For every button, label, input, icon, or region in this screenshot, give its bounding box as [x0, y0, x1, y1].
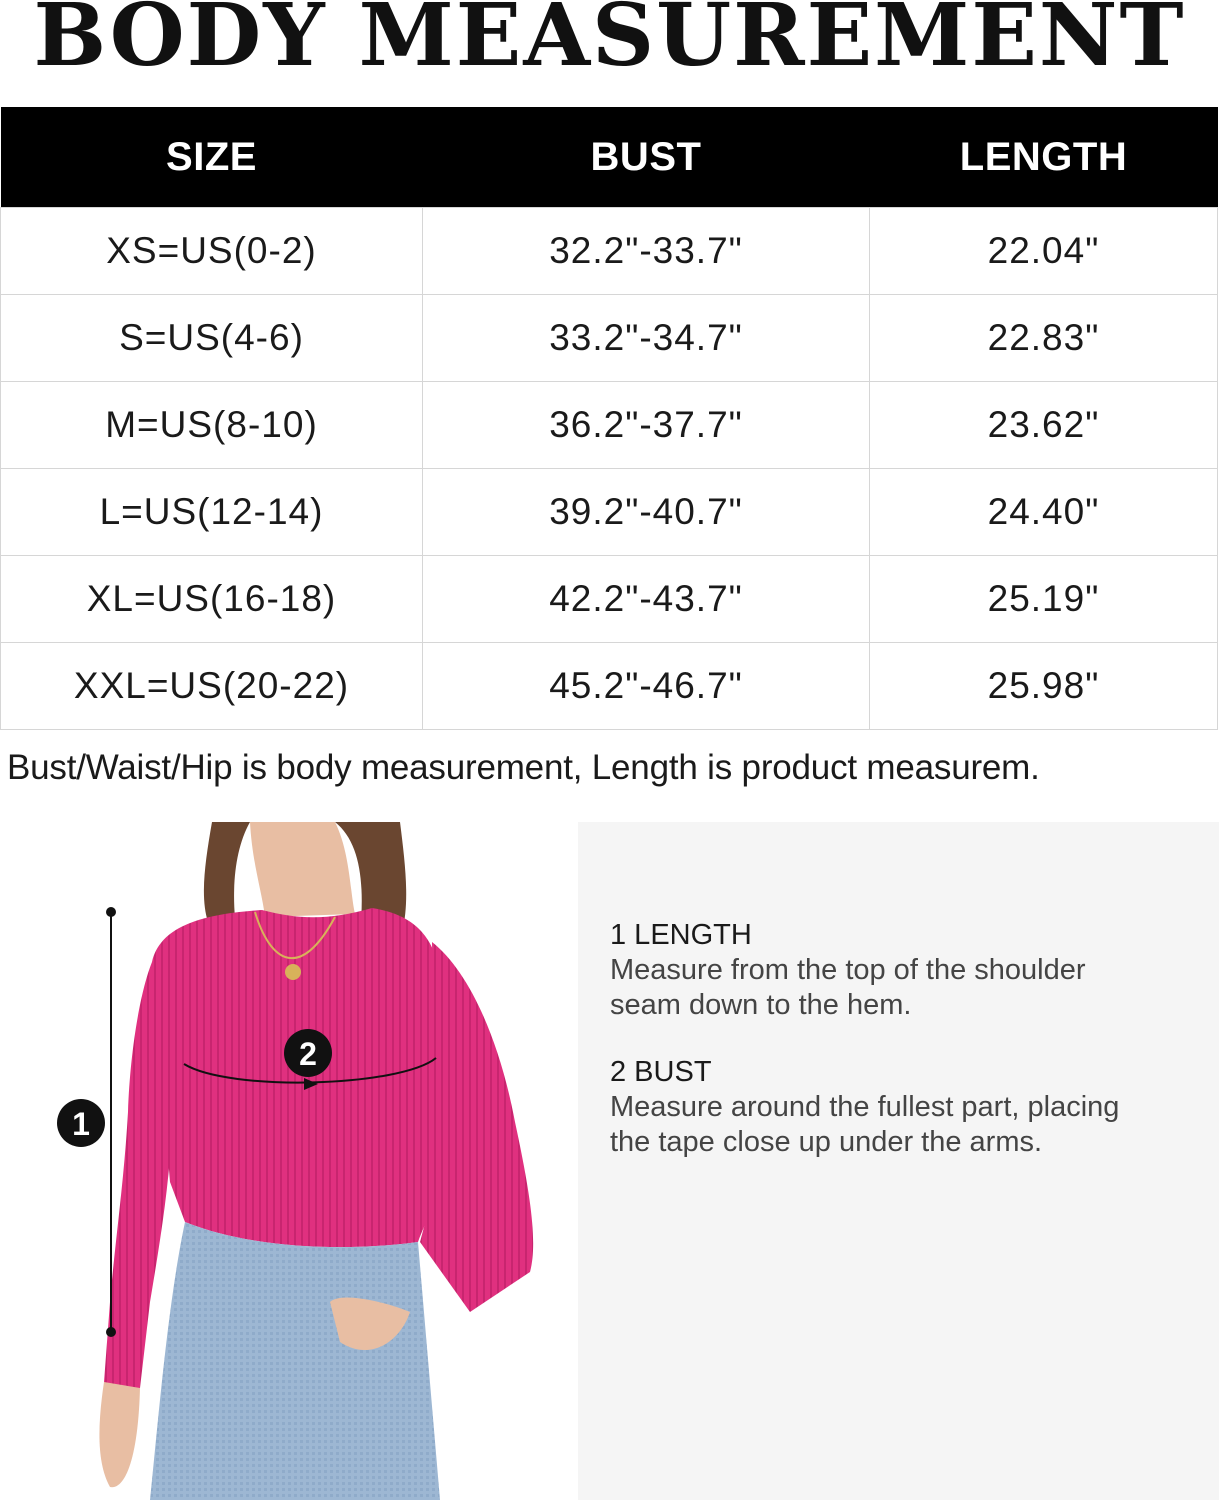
instruction-length-text: Measure from the top of the shoulder seam down to the hem. — [610, 954, 1086, 1021]
size-cell: L=US(12-14) — [1, 469, 423, 556]
size-cell: XXL=US(20-22) — [1, 643, 423, 730]
instruction-bust — [610, 1054, 1210, 1160]
marker-1 — [57, 1099, 105, 1147]
table-row — [1, 643, 1218, 730]
size-cell: S=US(4-6) — [1, 295, 423, 382]
bust-cell: 42.2"-43.7" — [423, 556, 870, 643]
marker-1-label: 1 — [72, 1106, 90, 1142]
instruction-length-heading: 1 LENGTH — [610, 919, 752, 951]
length-cell: 25.98" — [870, 643, 1218, 730]
table-row — [1, 556, 1218, 643]
bust-cell: 32.2"-33.7" — [423, 208, 870, 295]
size-cell: XS=US(0-2) — [1, 208, 423, 295]
bust-cell: 33.2"-34.7" — [423, 295, 870, 382]
length-cell: 25.19" — [870, 556, 1218, 643]
bust-cell: 39.2"-40.7" — [423, 469, 870, 556]
measurement-note: Bust/Waist/Hip is body measurement, Length is product measurem. — [7, 748, 1040, 787]
length-cell: 22.83" — [870, 295, 1218, 382]
sweater-torso — [152, 908, 440, 1247]
page-title: BODY MEASUREMENT — [33, 0, 1186, 86]
instruction-bust-text: Measure around the fullest part, placing the tape close up under the arms. — [610, 1091, 1120, 1158]
sweater-sleeve-right — [420, 942, 533, 1312]
marker-2-label: 2 — [299, 1036, 317, 1072]
size-cell: XL=US(16-18) — [1, 556, 423, 643]
header-size: SIZE — [1, 107, 423, 208]
neck-skin — [250, 822, 355, 917]
left-hand — [99, 1382, 140, 1487]
table-row — [1, 469, 1218, 556]
table-row — [1, 208, 1218, 295]
instructions-panel — [578, 822, 1219, 1500]
model-figure — [0, 822, 578, 1500]
jeans-shape — [150, 1222, 440, 1500]
header-bust: BUST — [423, 107, 870, 208]
instruction-bust-heading: 2 BUST — [610, 1056, 712, 1088]
bust-cell: 36.2"-37.7" — [423, 382, 870, 469]
header-length: LENGTH — [870, 107, 1218, 208]
sweater-sleeve-left — [104, 962, 178, 1391]
table-row — [1, 382, 1218, 469]
length-cell: 22.04" — [870, 208, 1218, 295]
length-cell: 24.40" — [870, 469, 1218, 556]
table-header-row — [1, 107, 1218, 208]
model-illustration — [0, 822, 578, 1500]
size-chart-table — [0, 107, 1218, 730]
length-cell: 23.62" — [870, 382, 1218, 469]
bust-cell: 45.2"-46.7" — [423, 643, 870, 730]
size-cell: M=US(8-10) — [1, 382, 423, 469]
marker-2 — [284, 1029, 332, 1077]
instruction-length — [610, 917, 1210, 1023]
table-row — [1, 295, 1218, 382]
